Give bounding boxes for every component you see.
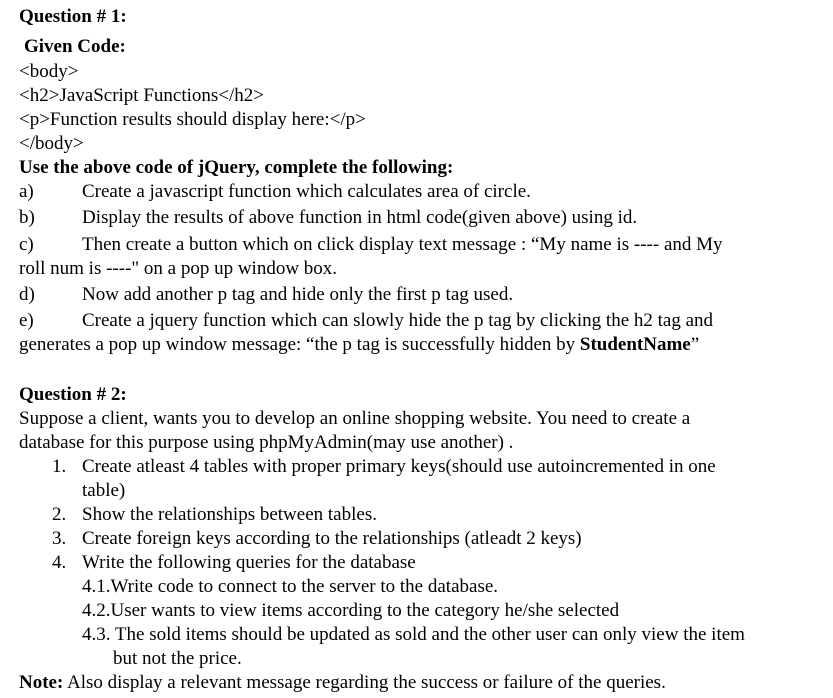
list-number: 4. <box>52 552 67 573</box>
note <box>19 671 666 695</box>
item-text-cont <box>19 333 699 357</box>
item-text: Now add another p tag and hide only the first p tag used. <box>82 284 514 305</box>
sub-item: 4.2.User wants to view items according to the category he/she selected <box>82 600 620 621</box>
q2-title: Question # 2: <box>19 384 127 405</box>
code-line: <h2>JavaScript Functions</h2> <box>19 85 264 106</box>
note-label: Note: <box>19 672 64 693</box>
list-number: 2. <box>52 504 67 525</box>
code-line: <body> <box>19 61 79 82</box>
q2-intro: Suppose a client, wants you to develop an online shopping website. You need to create a <box>19 408 691 429</box>
sub-item-cont: but not the price. <box>113 648 242 669</box>
code-line: </body> <box>19 133 84 154</box>
item-label: e) <box>19 310 34 331</box>
note-text: Also display a relevant message regarding the success or failure of the queries. <box>63 672 666 693</box>
item-text-cont: roll num is ----" on a pop up window box. <box>19 258 338 279</box>
item-label: a) <box>19 181 34 202</box>
list-item-text: Write the following queries for the database <box>82 552 416 573</box>
sub-item: 4.3. The sold items should be updated as sold and the other user can only view the item <box>82 624 745 645</box>
list-item-cont: table) <box>82 480 126 501</box>
list-number: 3. <box>52 528 67 549</box>
text-run: generates a pop up window message: “the p tag is successfully hidden by <box>19 334 580 355</box>
item-label: d) <box>19 284 35 305</box>
sub-item: 4.1.Write code to connect to the server to the database. <box>82 576 499 597</box>
student-name: StudentName <box>579 334 691 355</box>
code-line: <p>Function results should display here:</p> <box>19 109 366 130</box>
item-text: Display the results of above function in html code(given above) using id. <box>82 207 638 228</box>
text-run: ” <box>690 334 700 355</box>
list-item-text: Create atleast 4 tables with proper primary keys(should use autoincremented in one <box>82 456 716 477</box>
item-label: b) <box>19 207 35 228</box>
list-number: 1. <box>52 456 67 477</box>
q1-instruction: Use the above code of jQuery, complete the following: <box>19 157 454 178</box>
item-label: c) <box>19 234 34 255</box>
list-item-text: Show the relationships between tables. <box>82 504 377 525</box>
item-text: Then create a button which on click display text message : “My name is ---- and My <box>82 234 723 255</box>
item-text: Create a javascript function which calculates area of circle. <box>82 181 531 202</box>
given-code-label: Given Code: <box>24 36 126 57</box>
q2-intro: database for this purpose using phpMyAdmin(may use another) . <box>19 432 514 453</box>
list-item-text: Create foreign keys according to the relationships (atleadt 2 keys) <box>82 528 582 549</box>
q1-title: Question # 1: <box>19 6 127 27</box>
item-text: Create a jquery function which can slowly hide the p tag by clicking the h2 tag and <box>82 310 714 331</box>
